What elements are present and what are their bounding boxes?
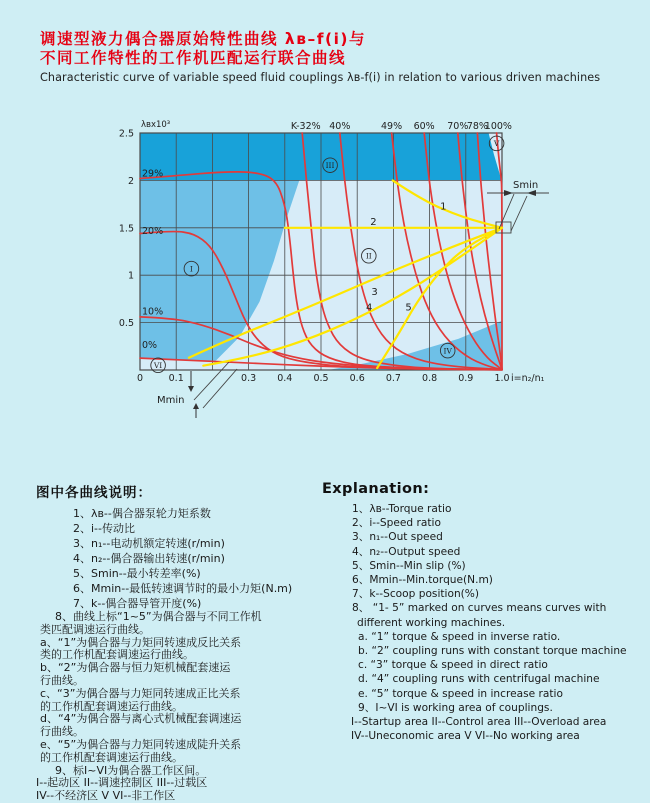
text-line: b. “2” coupling runs with constant torque machine (358, 645, 627, 658)
text-line: a、“1”为偶合器与力矩同转速成反比关系 (40, 635, 242, 649)
text-line: 8、曲线上标“1~5”为偶合器与不同工作机 (55, 610, 262, 623)
text-line: 9、I~VI is working area of couplings. (358, 701, 553, 714)
svg-text:0.1: 0.1 (168, 373, 184, 384)
svg-text:1: 1 (127, 270, 134, 282)
svg-text:100%: 100% (484, 121, 512, 132)
text-line: e. “5” torque & speed in increase ratio (358, 687, 563, 700)
svg-text:0.7: 0.7 (385, 373, 401, 384)
svg-text:0.4: 0.4 (277, 373, 293, 384)
text-line: 类的工作机配套调速运行曲线。 (40, 648, 194, 662)
page-subtitle-en: Characteristic curve of variable speed fluid couplings λʙ-f(i) in relation to various driven machines (40, 71, 601, 84)
svg-text:60%: 60% (413, 121, 435, 132)
text-line: 3、n₁--电动机额定转速(r/min) (73, 537, 225, 550)
page-title-zh-line2: 不同工作特性的工作机匹配运行联合曲线 (40, 49, 347, 67)
text-line: 9、标I~VI为偶合器工作区间。 (55, 763, 207, 777)
text-line: d、“4”为偶合器与离心式机械配套调速运 (40, 712, 242, 726)
svg-text:λʙx10³: λʙx10³ (141, 120, 171, 130)
text-line: 2、i--Speed ratio (352, 517, 441, 530)
text-line: 4、n₂--Output speed (352, 545, 461, 558)
text-line: 5、Smin--Min slip (%) (352, 559, 466, 572)
svg-text:VI: VI (153, 360, 163, 370)
legend-chinese-lines (36, 506, 318, 803)
svg-text:0.6: 0.6 (349, 373, 365, 384)
svg-text:0.8: 0.8 (422, 373, 438, 384)
text-line: e、“5”为偶合器与力矩同转速成陡升关系 (40, 737, 242, 751)
text-line: b、“2”为偶合器与恒力矩机械配套速运 (40, 661, 231, 675)
svg-text:29%: 29% (142, 168, 164, 180)
text-line: 1、λʙ--偶合器泵轮力矩系数 (73, 507, 211, 520)
text-line: c、“3”为偶合器与力矩同转速成正比关系 (40, 686, 241, 700)
svg-text:i=n₂/n₁: i=n₂/n₁ (511, 373, 545, 384)
svg-text:V: V (493, 139, 500, 149)
svg-text:III: III (325, 160, 335, 170)
legend-chinese-header: 图中各曲线说明： (36, 485, 152, 501)
svg-text:0.5: 0.5 (118, 318, 134, 330)
svg-text:II: II (365, 251, 372, 261)
svg-text:0: 0 (136, 373, 144, 384)
svg-text:IV: IV (443, 346, 452, 356)
svg-text:4: 4 (365, 302, 373, 314)
text-line: I--起动区 II--调速控制区 III--过载区 (36, 776, 208, 790)
text-line: different working machines. (357, 616, 506, 629)
svg-text:3: 3 (371, 286, 378, 298)
svg-text:0.5: 0.5 (313, 373, 329, 384)
text-line: 7、k--偶合器导管开度(%) (73, 597, 202, 610)
svg-text:0.3: 0.3 (241, 373, 257, 384)
text-line: IV--不经济区 V VI--非工作区 (36, 789, 176, 803)
text-line: 3、n₁--Out speed (352, 531, 443, 544)
page-title-zh-line1: 调速型液力偶合器原始特性曲线 λʙ–f(i)与 (40, 30, 366, 48)
svg-text:Smin: Smin (513, 180, 539, 191)
text-line: 5、Smin--最小转差率(%) (73, 567, 201, 580)
svg-text:5: 5 (405, 302, 412, 314)
text-line: 4、n₂--偶合器输出转速(r/min) (73, 552, 225, 565)
text-line: 6、Mmin--最低转速调节时的最小力矩(N.m) (73, 582, 293, 595)
svg-text:10%: 10% (142, 306, 164, 318)
text-line: c. “3” torque & speed in direct ratio (358, 659, 548, 672)
text-line: 的工作机配套调速运行曲线。 (40, 750, 183, 764)
text-line: a. “1” torque & speed in inverse ratio. (358, 630, 561, 643)
svg-text:1.0: 1.0 (494, 373, 510, 384)
text-line: 行曲线。 (40, 725, 84, 739)
text-line: I--Startup area II--Control area III--Overload area (351, 716, 607, 729)
text-line: 的工作机配套调速运行曲线。 (40, 699, 183, 713)
text-line: d. “4” coupling runs with centrifugal machine (358, 673, 600, 686)
legend-english (322, 481, 644, 743)
svg-text:1.5: 1.5 (118, 223, 134, 235)
svg-text:0.9: 0.9 (458, 373, 474, 384)
svg-text:Mmin: Mmin (157, 395, 185, 406)
svg-text:2: 2 (127, 175, 134, 187)
text-line: 2、i--传动比 (73, 522, 135, 535)
characteristic-curve-chart (110, 112, 590, 434)
text-line: IV--Uneconomic area V VI--No working area (351, 730, 580, 743)
svg-text:2.5: 2.5 (118, 128, 134, 140)
svg-text:0%: 0% (142, 339, 158, 351)
svg-text:49%: 49% (381, 121, 403, 132)
svg-text:20%: 20% (142, 226, 164, 238)
svg-text:I: I (189, 264, 193, 274)
svg-text:1: 1 (440, 201, 447, 213)
legend-english-header: Explanation: (322, 481, 430, 497)
legend-english-lines (322, 502, 644, 743)
legend-chinese (36, 481, 318, 803)
svg-text:70%: 70% (447, 121, 469, 132)
svg-text:K-32%: K-32% (290, 121, 321, 132)
text-line: 类匹配调速运行曲线。 (40, 622, 150, 636)
svg-text:2: 2 (370, 217, 377, 229)
title-block (40, 30, 620, 84)
svg-text:78%: 78% (466, 121, 488, 132)
text-line: 行曲线。 (40, 673, 84, 687)
text-line: 6、Mmin--Min.torque(N.m) (352, 574, 493, 587)
text-line: 8、 “1- 5” marked on curves means curves with (352, 602, 607, 615)
text-line: 1、λʙ--Torque ratio (352, 503, 452, 515)
text-line: 7、k--Scoop position(%) (352, 588, 480, 601)
svg-text:40%: 40% (329, 121, 351, 132)
